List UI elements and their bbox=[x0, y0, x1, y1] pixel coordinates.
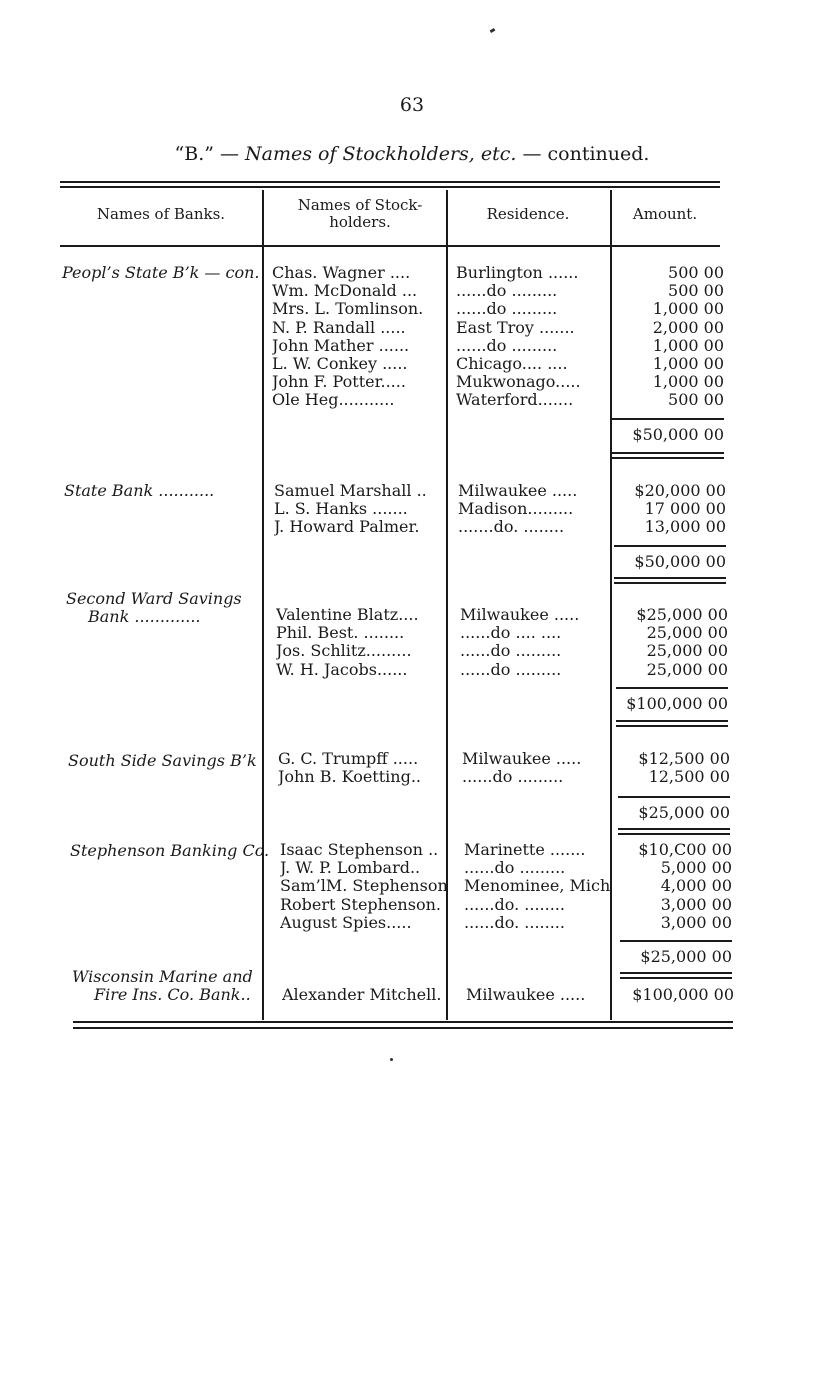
residence: ......do ......... bbox=[460, 642, 562, 661]
total-rule bbox=[612, 452, 724, 454]
residence: ......do ......... bbox=[462, 768, 564, 787]
amount: $12,500 00 bbox=[638, 750, 730, 768]
stockholder-name: Valentine Blatz.... bbox=[276, 606, 419, 624]
amount: 1,000 00 bbox=[652, 355, 724, 373]
amount: 3,000 00 bbox=[660, 913, 732, 932]
group-total: $25,000 00 bbox=[638, 804, 730, 822]
residence: Milwaukee ..... bbox=[462, 750, 582, 768]
stockholder-name: N. P. Randall ..... bbox=[272, 318, 406, 337]
header-residence: Residence. bbox=[486, 205, 570, 223]
subtotal-rule bbox=[618, 796, 730, 798]
residence: Menominee, Mich bbox=[464, 877, 611, 896]
group-total: $100,000 00 bbox=[626, 695, 728, 713]
header-bank: Names of Banks. bbox=[96, 205, 226, 223]
residence: ......do ......... bbox=[464, 859, 566, 878]
bank-name: Stephenson Banking Co. bbox=[70, 841, 270, 860]
residence: Marinette ....... bbox=[464, 841, 586, 859]
amount: $10,C00 00 bbox=[638, 841, 732, 859]
residence: ......do ......... bbox=[456, 336, 558, 355]
stockholder-name: J. W. P. Lombard.. bbox=[280, 859, 421, 878]
stockholder-name: L. S. Hanks ....... bbox=[274, 500, 408, 519]
amount: 1,000 00 bbox=[652, 373, 724, 392]
residence: Madison......... bbox=[458, 500, 574, 519]
subtotal-rule bbox=[616, 687, 728, 689]
residence: .......do. ........ bbox=[458, 518, 565, 537]
residence: ......do. ........ bbox=[464, 895, 565, 914]
residence: ......do. ........ bbox=[464, 913, 565, 932]
amount: 25,000 00 bbox=[646, 624, 728, 643]
stockholder-name: Ole Heg........... bbox=[272, 391, 395, 410]
amount: $20,000 00 bbox=[634, 482, 726, 500]
bank-name: Wisconsin Marine and bbox=[72, 967, 253, 986]
title-suffix: — continued. bbox=[522, 143, 650, 165]
stockholder-name: John B. Koetting.. bbox=[278, 768, 421, 787]
stockholder-name: Samuel Marshall .. bbox=[274, 482, 427, 500]
header-amount: Amount. bbox=[632, 205, 698, 223]
top-rule bbox=[60, 181, 720, 183]
top-rule-2 bbox=[60, 186, 720, 188]
amount: 17 000 00 bbox=[644, 500, 726, 519]
total-rule-2 bbox=[616, 725, 728, 727]
group-total: $50,000 00 bbox=[634, 553, 726, 571]
amount: 12,500 00 bbox=[648, 768, 730, 787]
total-rule-2 bbox=[612, 457, 724, 459]
stockholder-name: Mrs. L. Tomlinson. bbox=[272, 300, 424, 319]
amount: 500 00 bbox=[668, 282, 724, 301]
total-rule bbox=[618, 828, 730, 830]
total-rule-2 bbox=[620, 977, 732, 979]
stockholder-name: L. W. Conkey ..... bbox=[272, 355, 408, 373]
amount: 500 00 bbox=[668, 391, 724, 410]
residence: Milwaukee ..... bbox=[458, 482, 578, 500]
stockholder-name: Sam’lM. Stephenson bbox=[280, 877, 448, 896]
amount: 13,000 00 bbox=[644, 518, 726, 537]
bottom-rule bbox=[73, 1021, 733, 1023]
residence: Chicago.... .... bbox=[456, 355, 568, 373]
total-rule-2 bbox=[614, 582, 726, 584]
title-prefix: “B.” — bbox=[174, 143, 239, 165]
amount: 3,000 00 bbox=[660, 895, 732, 914]
bank-name: State Bank ........... bbox=[64, 481, 215, 500]
amount: 1,000 00 bbox=[652, 300, 724, 319]
stockholder-name: Chas. Wagner .... bbox=[272, 264, 411, 282]
stockholder-name: August Spies..... bbox=[280, 913, 412, 932]
group-total: $50,000 00 bbox=[632, 426, 724, 444]
total-rule bbox=[616, 720, 728, 722]
stockholder-name: Wm. McDonald ... bbox=[272, 282, 418, 301]
amount: 25,000 00 bbox=[646, 642, 728, 661]
residence: Milwaukee ..... bbox=[466, 986, 586, 1004]
stockholder-name: Alexander Mitchell. bbox=[282, 986, 442, 1004]
subtotal-rule bbox=[620, 940, 732, 942]
stockholder-name: Phil. Best. ........ bbox=[276, 624, 405, 643]
amount: 25,000 00 bbox=[646, 660, 728, 679]
subtotal-rule bbox=[612, 418, 724, 420]
bank-name: Bank ............. bbox=[88, 607, 201, 626]
header-stockholder: Names of Stock-holders. bbox=[297, 196, 423, 231]
stockholder-name: W. H. Jacobs...... bbox=[276, 660, 408, 679]
ink-mark bbox=[490, 28, 496, 33]
amount: 2,000 00 bbox=[652, 318, 724, 337]
residence: ......do .... .... bbox=[460, 624, 562, 643]
page-number: 63 bbox=[399, 94, 425, 116]
header-rule bbox=[60, 245, 720, 247]
residence: ......do ......... bbox=[460, 660, 562, 679]
total-rule bbox=[620, 972, 732, 974]
residence: ......do ......... bbox=[456, 300, 558, 319]
ink-dot bbox=[390, 1058, 393, 1061]
stockholder-name: Isaac Stephenson .. bbox=[280, 841, 439, 859]
amount: $100,000 00 bbox=[632, 986, 734, 1004]
bank-name: Peopl’s State B’k — con. bbox=[62, 263, 260, 282]
total-rule-2 bbox=[618, 833, 730, 835]
title-italic: Names of Stockholders, etc. bbox=[245, 143, 517, 165]
stockholder-name: Jos. Schlitz......... bbox=[276, 642, 412, 661]
residence: Mukwonago..... bbox=[456, 373, 581, 392]
page-title bbox=[0, 143, 824, 165]
residence: East Troy ....... bbox=[456, 318, 575, 337]
stockholder-name: Robert Stephenson. bbox=[280, 895, 441, 914]
bank-name: South Side Savings B’k bbox=[68, 751, 257, 770]
residence: ......do ......... bbox=[456, 282, 558, 301]
residence: Milwaukee ..... bbox=[460, 606, 580, 624]
subtotal-rule bbox=[614, 545, 726, 547]
amount: 1,000 00 bbox=[652, 336, 724, 355]
amount: 500 00 bbox=[668, 264, 724, 282]
residence: Waterford....... bbox=[456, 391, 574, 410]
bank-name: Fire Ins. Co. Bank.. bbox=[94, 985, 251, 1004]
total-rule bbox=[614, 577, 726, 579]
amount: $25,000 00 bbox=[636, 606, 728, 624]
amount: 5,000 00 bbox=[660, 859, 732, 878]
bottom-rule-2 bbox=[73, 1027, 733, 1029]
stockholder-name: G. C. Trumpff ..... bbox=[278, 750, 419, 768]
residence: Burlington ...... bbox=[456, 264, 579, 282]
stockholder-name: J. Howard Palmer. bbox=[274, 518, 420, 537]
group-total: $25,000 00 bbox=[640, 948, 732, 966]
bank-name: Second Ward Savings bbox=[66, 589, 242, 608]
amount: 4,000 00 bbox=[660, 877, 732, 896]
stockholder-name: John F. Potter..... bbox=[272, 373, 406, 392]
stockholder-name: John Mather ...... bbox=[272, 336, 410, 355]
